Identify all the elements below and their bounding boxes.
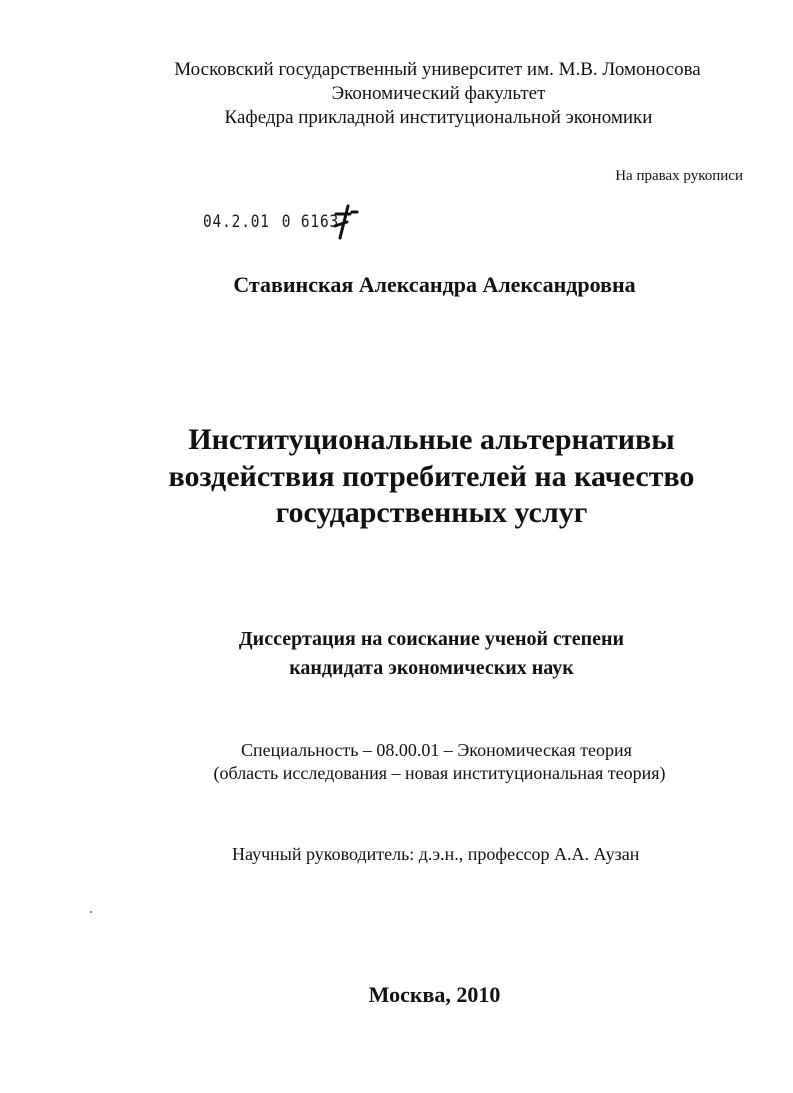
thesis-title-line-1: Институциональные альтернативы [188, 423, 675, 456]
handwritten-mark-icon [332, 202, 360, 242]
degree-line-2: кандидата экономических наук [289, 657, 574, 679]
city-year: Москва, 2010 [368, 982, 501, 1007]
faculty-name: Экономический факультет [331, 83, 546, 104]
stamp-code-part2: 0 6163 [281, 212, 340, 232]
stamp-code-part1: 04.2.01 [203, 212, 270, 232]
registration-stamp [203, 208, 339, 236]
specialty-line-2: (область исследования – новая институциональная теория) [213, 763, 666, 783]
university-name: Московский государственный университет им. М.В. Ломоносова [174, 59, 701, 80]
author-name: Ставинская Александра Александровна [233, 272, 636, 297]
specialty-line-1: Специальность – 08.00.01 – Экономическая теория [241, 740, 632, 760]
scientific-advisor: Научный руководитель: д.э.н., профессор А.А. Аузан [232, 844, 640, 864]
degree-line-1: Диссертация на соискание ученой степени [238, 628, 625, 650]
scan-speck [90, 911, 92, 913]
thesis-title-line-2: воздействия потребителей на качество [168, 460, 695, 493]
thesis-title-line-3: государственных услуг [275, 496, 588, 529]
department-name: Кафедра прикладной институциональной экономики [224, 107, 653, 128]
rights-note: На правах рукописи [615, 168, 743, 184]
